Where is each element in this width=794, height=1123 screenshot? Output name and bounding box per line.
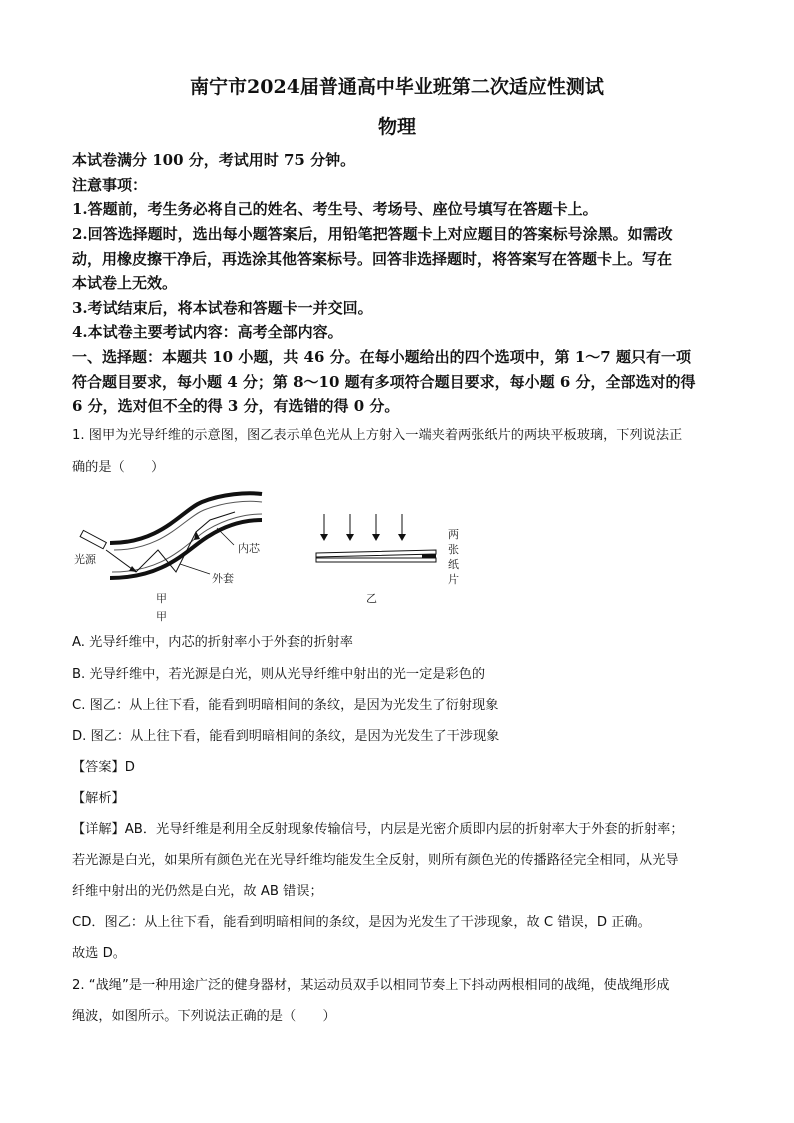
section-line: 一、选择题：本题共 10 小题，共 46 分。在每小题给出的四个选项中，第 1～7 题只有一项 (72, 348, 691, 366)
figure-b-label: 乙 (366, 592, 377, 605)
q2-stem: 2. “战绳”是一种用途广泛的健身器材，某运动员双手以相同节奏上下抖动两根相同的战绳，使战绳形成 (72, 978, 670, 993)
intro-line: 本试卷满分 100 分，考试用时 75 分钟。 (72, 151, 356, 169)
light-source-label: 光源 (74, 553, 96, 566)
q1-stem: 确的是（ ） (72, 460, 165, 475)
arrow-head (320, 534, 328, 541)
q1-option-a: A. 光导纤维中，内芯的折射率小于外套的折射率 (72, 635, 353, 650)
upper-glass-plate (316, 550, 436, 557)
cladding-pointer (180, 564, 210, 574)
note-line: 1.答题前，考生务必将自己的姓名、考生号、考场号、座位号填写在答题卡上。 (72, 200, 598, 218)
note-line: 本试卷上无效。 (72, 274, 178, 292)
core-pointer (217, 528, 234, 545)
paper-label-char: 纸 (448, 558, 459, 571)
q1-option-d: D. 图乙：从上往下看，能看到明暗相间的条纹，是因为光发生了干涉现象 (72, 729, 500, 744)
cladding-label: 外套 (212, 572, 234, 585)
q1-option-b: B. 光导纤维中，若光源是白光，则从光导纤维中射出的光一定是彩色的 (72, 667, 486, 682)
note-line: 2.回答选择题时，选出每小题答案后，用铅笔把答题卡上对应题目的答案标号涂黑。如需改 (72, 225, 673, 243)
paper-label-char: 张 (448, 543, 459, 556)
note-line: 4.本试卷主要考试内容：高考全部内容。 (72, 323, 343, 341)
exam-title: 南宁市2024届普通高中毕业班第二次适应性测试 (190, 76, 604, 98)
figure-a-label-dup: 甲 (156, 610, 167, 623)
arrow-head (398, 534, 406, 541)
q2-stem: 绳波，如图所示。下列说法正确的是（ ） (72, 1009, 336, 1024)
figure-a-label: 甲 (156, 592, 167, 605)
arrow-head (372, 534, 380, 541)
note-line: 动，用橡皮擦干净后，再选涂其他答案标号。回答非选择题时，将答案写在答题卡上。写在 (72, 250, 673, 268)
lower-glass-plate (316, 558, 436, 562)
paper-label (448, 527, 460, 587)
note-line: 3.考试结束后，将本试卷和答题卡一并交回。 (72, 299, 373, 317)
core-label: 内芯 (238, 542, 260, 555)
q1-stem: 1. 图甲为光导纤维的示意图，图乙表示单色光从上方射入一端夹着两张纸片的两块平板玻璃，下列说法正 (72, 428, 683, 443)
wedge-diagram (310, 510, 440, 570)
q1-analysis-line: 若光源是白光，如果所有颜色光在光导纤维均能发生全反射，则所有颜色光的传播路径完全相同，从光导 (72, 853, 679, 868)
paper-label-char: 片 (448, 573, 459, 586)
q1-analysis-line: CD．图乙：从上往下看，能看到明暗相间的条纹，是因为光发生了干涉现象，故 C 错误，D 正确。 (72, 915, 651, 930)
notes-heading: 注意事项： (72, 176, 148, 194)
subject-title: 物理 (377, 116, 416, 138)
paper-label-char: 两 (448, 528, 459, 541)
q1-option-c: C. 图乙：从上往下看，能看到明暗相间的条纹，是因为光发生了衍射现象 (72, 698, 499, 713)
section-line: 符合题目要求，每小题 4 分；第 8～10 题有多项符合题目要求，每小题 6 分，全部选对的得 (72, 373, 696, 391)
q1-analysis-heading: 【解析】 (72, 791, 125, 806)
paper-slips (422, 554, 436, 558)
ray-arrow (129, 566, 137, 572)
arrow-head (346, 534, 354, 541)
light-source-icon (80, 530, 106, 548)
q1-answer: 【答案】D (72, 760, 135, 775)
q1-analysis-line: 故选 D。 (72, 946, 126, 961)
q1-analysis-line: 纤维中射出的光仍然是白光，故 AB 错误； (72, 884, 323, 899)
section-line: 6 分，选对但不全的得 3 分，有选错的得 0 分。 (72, 397, 400, 415)
q1-analysis-line: 【详解】AB．光导纤维是利用全反射现象传输信号，内层是光密介质即内层的折射率大于外套的折射率； (72, 822, 684, 837)
fiber-outer-top (110, 493, 262, 543)
